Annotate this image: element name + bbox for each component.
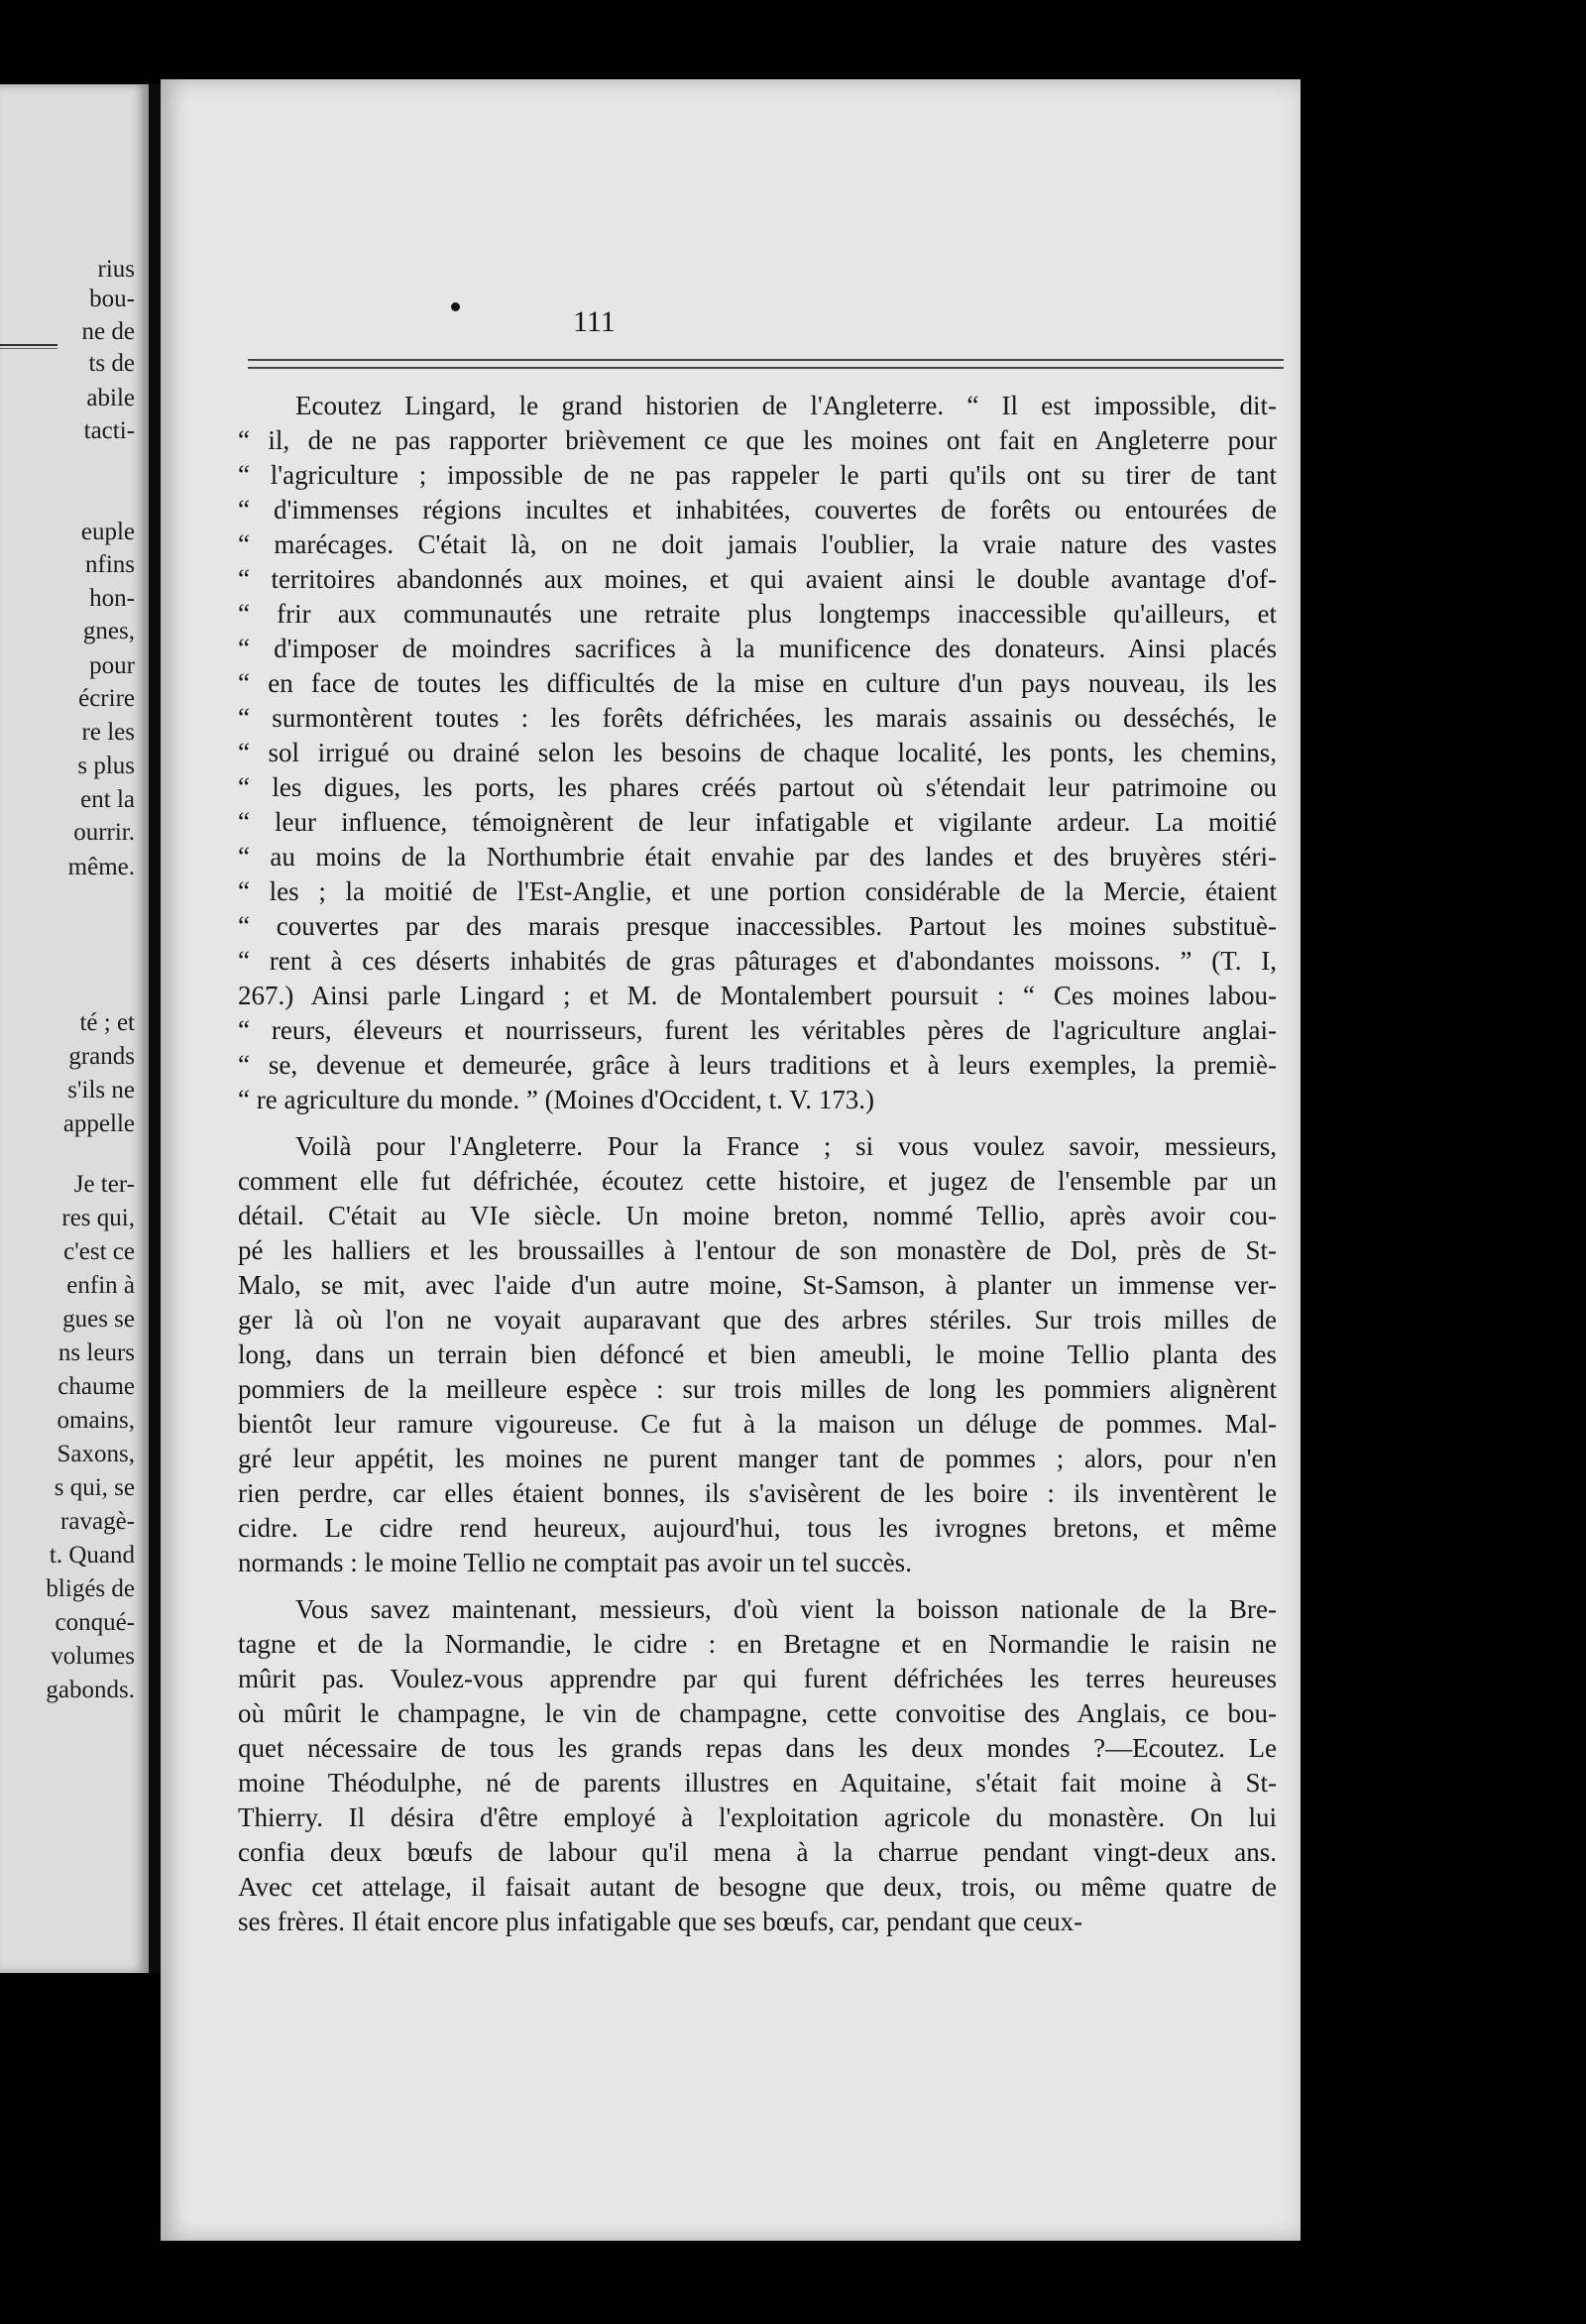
text-line: moine Théodulphe, né de parents illustres en Aquitaine, s'était fait moine à St-	[238, 1768, 1277, 1798]
left-page-fragment: écrire	[78, 685, 135, 712]
text-line: Vous savez maintenant, messieurs, d'où vient la boisson nationale de la Bre-	[295, 1594, 1277, 1624]
left-page-fragment: ns leurs	[57, 1339, 135, 1366]
text-line: “ surmontèrent toutes : les forêts défrichées, les marais assainis ou desséchés, le	[238, 703, 1277, 733]
left-page-fragment: rius	[97, 256, 135, 283]
text-line: “ territoires abandonnés aux moines, et qui avaient ainsi le double avantage d'of-	[238, 564, 1277, 594]
left-page-fragment: ourrir.	[73, 819, 135, 846]
text-line: “ rent à ces déserts inhabités de gras pâturages et d'abondantes moissons. ” (T. I,	[238, 946, 1277, 976]
text-line: “ les ; la moitié de l'Est-Anglie, et une portion considérable de la Mercie, étaient	[238, 876, 1277, 906]
text-line: bientôt leur ramure vigoureuse. Ce fut à la maison un déluge de pommes. Mal-	[238, 1409, 1277, 1439]
left-page-fragment: omains,	[57, 1407, 135, 1434]
left-page-fragment: re les	[81, 719, 135, 746]
text-line: “ reurs, éleveurs et nourrisseurs, furent les véritables pères de l'agriculture anglai-	[238, 1015, 1277, 1045]
text-line: cidre. Le cidre rend heureux, aujourd'hui, tous les ivrognes bretons, et même	[238, 1513, 1277, 1543]
left-page-fragment: s'ils ne	[67, 1077, 135, 1104]
left-page-fragment: appelle	[62, 1110, 135, 1137]
text-line: Avec cet attelage, il faisait autant de besogne que deux, trois, ou même quatre de	[238, 1872, 1277, 1902]
left-page-fragment: ne de	[81, 318, 135, 345]
text-line: ses frères. Il était encore plus infatigable que ses bœufs, car, pendant que ceux-	[238, 1907, 1083, 1936]
left-page-fragment: grands	[68, 1043, 135, 1070]
text-line: Thierry. Il désira d'être employé à l'exploitation agricole du monastère. On lui	[238, 1802, 1277, 1832]
left-page-fragment: s plus	[77, 753, 135, 779]
paragraph-lingard	[238, 389, 1277, 1117]
left-page-fragment: gabonds.	[46, 1677, 135, 1703]
left-page-fragment: tacti-	[83, 417, 135, 444]
text-line: tagne et de la Normandie, le cidre : en Bretagne et en Normandie le raisin ne	[238, 1629, 1277, 1659]
left-page-fragment: t. Quand	[49, 1542, 135, 1569]
text-line: rien perdre, car elles étaient bonnes, ils s'avisèrent de les boire : ils inventèrent le	[238, 1478, 1277, 1508]
left-page-fragment: enfin à	[66, 1272, 135, 1299]
text-line: “ marécages. C'était là, on ne doit jamais l'oublier, la vraie nature des vastes	[238, 529, 1277, 559]
text-line: “ re agriculture du monde. ” (Moines d'Occident, t. V. 173.)	[238, 1085, 874, 1114]
left-page-fragment: euple	[80, 519, 135, 545]
left-page-fragment: res qui,	[61, 1205, 135, 1231]
text-line: 267.) Ainsi parle Lingard ; et M. de Montalembert poursuit : “ Ces moines labou-	[238, 981, 1277, 1010]
left-page-fragment: ent la	[80, 786, 135, 813]
text-line: “ en face de toutes les difficultés de la mise en culture d'un pays nouveau, ils les	[238, 668, 1277, 698]
text-line: long, dans un terrain bien défoncé et bien ameubli, le moine Tellio planta des	[238, 1339, 1277, 1369]
text-line: gré leur appétit, les moines ne purent manger tant de pommes ; alors, pour n'en	[238, 1444, 1277, 1473]
text-line: “ au moins de la Northumbrie était envahie par des landes et des bruyères stéri-	[238, 842, 1277, 872]
text-line: Malo, se mit, avec l'aide d'un autre moine, St-Samson, à planter un immense ver-	[238, 1270, 1277, 1300]
left-page-fragment: Saxons,	[57, 1441, 135, 1467]
text-line: “ sol irrigué ou drainé selon les besoins de chaque localité, les ponts, les chemins,	[238, 738, 1277, 767]
text-line: normands : le moine Tellio ne comptait pas avoir un tel succès.	[238, 1548, 912, 1577]
left-page-fragment: abile	[86, 385, 135, 411]
text-line: “ d'immenses régions incultes et inhabitées, couvertes de forêts ou entourées de	[238, 495, 1277, 524]
text-line: “ se, devenue et demeurée, grâce à leurs traditions et à leurs exemples, la premiè-	[238, 1050, 1277, 1080]
text-line: “ les digues, les ports, les phares créés partout où s'étendait leur patrimoine ou	[238, 772, 1277, 802]
left-page-fragment: conqué-	[55, 1609, 135, 1636]
left-page-fragment: même.	[67, 854, 135, 880]
text-line: “ leur influence, témoignèrent de leur infatigable et vigilante ardeur. La moitié	[238, 807, 1277, 837]
paragraph-theodulphe	[238, 1592, 1277, 1939]
text-line: pé les halliers et les broussailles à l'entour de son monastère de Dol, près de St-	[238, 1235, 1277, 1265]
print-speck	[451, 302, 460, 311]
text-line: mûrit pas. Voulez-vous apprendre par qui furent défrichées les terres heureuses	[238, 1664, 1277, 1693]
left-page-fragment: nfins	[85, 551, 135, 578]
text-line: pommiers de la meilleure espèce : sur trois milles de long les pommiers alignèrent	[238, 1374, 1277, 1404]
body-text	[238, 389, 1277, 1939]
left-page-fragment: ts de	[88, 350, 135, 377]
text-line: détail. C'était au VIe siècle. Un moine breton, nommé Tellio, après avoir cou-	[238, 1201, 1277, 1230]
left-page-fragment: gues se	[62, 1306, 135, 1333]
left-page-fragment: té ; et	[79, 1009, 135, 1036]
text-line: “ d'imposer de moindres sacrifices à la munificence des donateurs. Ainsi placés	[238, 634, 1277, 663]
text-line: “ l'agriculture ; impossible de ne pas rappeler le parti qu'ils ont su tirer de tant	[238, 460, 1277, 490]
paragraph-tellio	[238, 1129, 1277, 1580]
left-page-fragment: bou-	[89, 286, 135, 312]
text-line: “ couvertes par des marais presque inaccessibles. Partout les moines substituè-	[238, 911, 1277, 941]
left-page-fragment: s qui, se	[54, 1474, 135, 1501]
left-page-edge	[0, 84, 149, 1973]
text-line: quet nécessaire de tous les grands repas dans les deux mondes ?—Ecoutez. Le	[238, 1733, 1277, 1763]
text-line: comment elle fut défrichée, écoutez cette histoire, et jugez de l'ensemble par un	[238, 1166, 1277, 1196]
left-page-fragment: pour	[89, 652, 135, 679]
text-line: confia deux bœufs de labour qu'il mena à la charrue pendant vingt-deux ans.	[238, 1837, 1277, 1867]
left-page-fragment: hon-	[89, 585, 135, 612]
left-page-rule	[0, 344, 57, 349]
header-rule	[248, 359, 1284, 369]
left-page-fragment: volumes	[51, 1643, 135, 1670]
left-page-fragment: c'est ce	[63, 1238, 135, 1265]
text-line: “ frir aux communautés une retraite plus longtemps inaccessible qu'ailleurs, et	[238, 599, 1277, 629]
left-page-fragment: bligés de	[46, 1575, 135, 1602]
text-line: ger là où l'on ne voyait auparavant que des arbres stériles. Sur trois milles de	[238, 1305, 1277, 1335]
text-line: Ecoutez Lingard, le grand historien de l'Angleterre. “ Il est impossible, dit-	[295, 391, 1277, 420]
text-line: Voilà pour l'Angleterre. Pour la France ; si vous voulez savoir, messieurs,	[295, 1131, 1277, 1161]
left-page-fragment: Je ter-	[73, 1171, 135, 1198]
left-page-fragment: ravagè-	[60, 1508, 135, 1535]
page-number: 111	[573, 305, 616, 338]
text-line: où mûrit le champagne, le vin de champagne, cette convoitise des Anglais, ce bou-	[238, 1698, 1277, 1728]
left-page-fragment: chaume	[57, 1373, 135, 1400]
text-line: “ il, de ne pas rapporter brièvement ce que les moines ont fait en Angleterre pour	[238, 425, 1277, 455]
left-page-fragment: gnes,	[82, 618, 135, 644]
